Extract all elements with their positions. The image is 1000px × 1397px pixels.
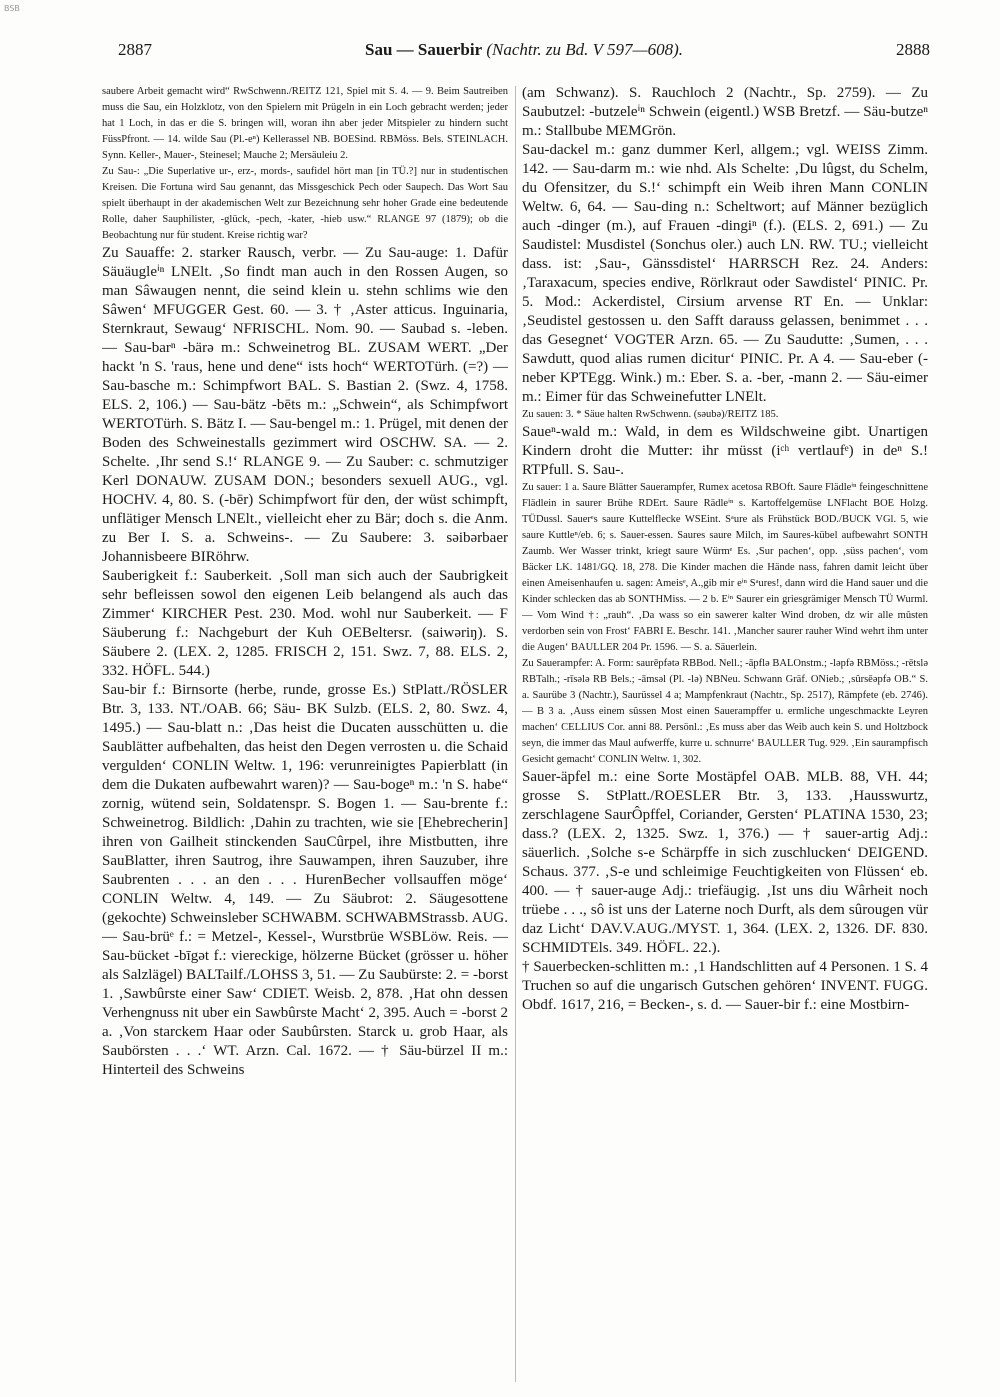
dictionary-paragraph: Zu Sauerampfer: A. Form: saurēpfətə RBBod. Nell.; -āpflə BALOnstm.; -ləpfə RBMöss.; -rētslə RBTalh.; -rīsələ RB Bels.; -āmsəl (Pl. -lə) NBNeu. Schwann Gräf. ONieb.; ‚sûrsēəpfə OB.“ S. a. Saurübe 3 (Nachtr.), Saurüssel 4 a; Mampfenkraut (Nachtr., Sp. 2517), Rämpfete (eb. 2746). — B 3 a. ‚Auss einem sûssen Most einen Sauerampffer u. ermliche ungeschmackte Leyren machen‘ CELLIUS Cor. anni 88. Persönl.: ‚Es muss aber das Weib auch kein S. und Holtzbock seyn, die immer das Maul aufwerffe, kurre u. schnurre‘ BAULLER Tug. 929. ‚Ein saurampfisch Gesicht gemacht‘ CONLIN Weltw. 1, 302. xyxy=(522,658,928,765)
dictionary-paragraph: Zu sauer: 1 a. Saure Blätter Sauerampfer, Rumex acetosa RBOft. Saure Flädleⁱⁿ feingeschnittene Flädlein in saurer Brühe RDErt. Saure Rädleⁱⁿ s. Kartoffelgemüse LNFlacht BOE Holzg. TÜDussl. Sauerᵉs saure Kuttelflecke WSEint. Sᵃure als Frühstück BOD./BUCK VGl. 5, wie saure Kuttleⁿ/eb. 6; s. Sauer-essen. Saures saure Milch, im Saures-kübel aufbewahrt SONTH Zaumb. Wer Wasser trinkt, kriegt saure Würmᵉ Es. ‚Sur pachen‘, opp. ‚süss pachen‘, vom Bäcker LK. 1481/GQ. 18, 278. Die Kinder machen die Hände nass, fahren damit leicht über einen Ameisenhaufen u. sagen: Ameisᵉ, A.,gib mir eⁱⁿ Sᵃures!, dann wird die Hand sauer und die Kinder schlecken das ab SONTHMiss. — 2 b. Eⁱⁿ Saurer ein griesgrämiger Mensch TÜ Wurml. — Vom Wind †: „rauh“. ‚Da wass so ein sawerer kalter Wind droben, dz wir alle mûsten verdorben sein von Frost‘ FABRI E. Beschr. 141. ‚Mancher saurer rauher Wind wehrt ihm unter die Augen‘ BAULLER 204 Pr. 1596. — S. a. Säuerlein. xyxy=(522,482,928,653)
dictionary-paragraph: Sau-dackel m.: ganz dummer Kerl, allgem.; vgl. WEISS Zimm. 142. — Sau-darm m.: wie nhd. Als Schelte: ‚Du lûgst, du Schelm, du Ofensitzer, du S.!‘ schimpft ein Weib ihren Mann CONLIN Weltw. 6, 64. — Sau-ding n.: Scheltwort; auf Männer bezüglich auch -dinger (m.), auf Frauen -dingiⁿ (f.). (ELS. 2, 691.) — Zu Saudistel: Musdistel (Sonchus oler.) auch LN. RW. TU.; vielleicht dass. ist: ‚Sau-, Gänssdistel‘ HARRSCH Rez. 24. Anders: ‚Taraxacum, species endive, Rörlkraut oder Sawdistel‘ PINIC. Pr. 5. Mod.: Ackerdistel, Cirsium arvense RT En. — Unklar: ‚Seudistel gestossen u. den Safft darauss gelassen, benimmet . . . das Gesegnet‘ VOGTER Arzn. 65. — Zu Saudutte: ‚Sumen, . . . Sawdutt, quod alias rumen dicitur‘ PINIC. Pr. A 4. — Sau-eber (-neber KPTEgg. Wink.) m.: Eber. S. a. -ber, -mann 2. — Säu-eimer m.: Eimer für das Schweinefutter LNElt. xyxy=(522,142,928,405)
running-headword: Sau — Sauerbir xyxy=(365,40,483,59)
dictionary-paragraph: Sau-bir f.: Birnsorte (herbe, runde, grosse Es.) StPlatt./RÖSLER Btr. 3, 133. NT./OAB. 66; Säu- BK Sulzb. (ELS. 2, 80. Swz. 4, 1495.) — Sau-blatt n.: ‚Das heist die Ducaten ausschütten u. die Saublätter aufbehalten, das heist den Degen verrosten u. die Schaid vergulden‘ CONLIN Weltw. 1, 196: verunreinigtes Papierblatt (in dem die Dukaten aufbewahrt waren)? — Sau-bogeⁿ m.: 'n S. habe“ zornig, wütend sein, Soldatenspr. S. Bogen 1. — Sau-brente f.: Schweinetrog. Bildlich: ‚Dahin zu trachten, wie sie [Ehebrecherin] ihren von Gailheit stinckenden SauCûrpel, ihre Mistbutten, ihre SauBlatter, ihren Sautrog, ihre Sauwampen, ihren Sauzuber, ihre Saubrenten . . . an den . . . HurenBecher vollsauffen möge‘ CONLIN Weltw. 4, 149. — Zu Säubrot: 2. Säugesottene (gekochte) Schweinsleber SCHWABM. SCHWABMStrassb. AUG. — Sau-brüᵉ f.: = Metzel-, Kessel-, Wurstbrüe WSBLöw. Reis. — Sau-bücket -bīgət f.: viereckige, hölzerne Bücket (grösser u. höher als Salzlägel) BALTailf./LOHSS 3, 51. — Zu Saubürste: 2. = -borst 1. ‚Sawbûrste einer Saw‘ CDIET. Weisb. 2, 878. ‚Hat ohn dessen Verhengnuss nit uber ein Sawbûrste Macht‘ 2, 395. Auch = -borst 2 a. ‚Von starckem Haar oder Saubûrsten. Starck u. grob Haar, als Saubörsten . . .‘ WT. Arzn. Cal. 1672. — † Säu-bürzel II m.: Hinterteil des Schweins xyxy=(102,682,508,1078)
dictionary-paragraph: † Sauerbecken-schlitten m.: ‚1 Handschlitten auf 4 Personen. 1 S. 4 Truchen so auf die ungarisch Gutschen gehören‘ INVENT. FUGG. Obdf. 1617, 216, = Becken-, s. d. — Sauer-bir f.: eine Mostbirn- xyxy=(522,959,928,1013)
dictionary-paragraph: Zu Sau-: „Die Superlative ur-, erz-, mords-, saufidel hört man [in TÜ.?] nur in studentischen Kreisen. Die Fortuna wird Sau genannt, das Missgeschick Pech oder Saupech. Das Wort Sau spielt überhaupt in der akademischen Welt zur Bezeichnung sehr hoher Grade eine bedeutende Rolle, daher Sauphilister, -glück, -pech, -kater, -hieb usw.“ RLANGE 97 (1879); ob die Beobachtung nur für student. Kreise richtig war? xyxy=(102,166,508,241)
running-subtitle: (Nachtr. zu Bd. V 597—608). xyxy=(486,40,683,59)
dictionary-paragraph: Zu Sauaffe: 2. starker Rausch, verbr. — Zu Sau-auge: 1. Dafür Säuäugleⁱⁿ LNElt. ‚So findt man auch in den Rossen Augen, so man Sâwaugen nennt, die seind klein u. stehn schlims wie den Sâwen‘ MFUGGER Gest. 60. — 3. † ‚Aster atticus. Inguinaria, Sternkraut, Sewaug‘ NFRISCHL. Nom. 90. — Saubad s. -leben. — Sau-barⁿ -bärə m.: Schweinetrog BL. ZUSAM WERT. „Der hackt 'n S. 'raus, hene und dene“ ists hoch“ WERTOTürh. (=?) — Sau-basche m.: Schimpfwort BAL. S. Bastian 2. (Swz. 4, 1758. ELS. 2, 106.) — Sau-bätz -bēts m.: „Schwein“, als Schimpfwort WERTOTürh. S. Bätz I. — Sau-bengel m.: 1. Prügel, mit denen der Boden des Schweinestalls gezimmert wird OSCHW. SA. — 2. Schelte. ‚Ihr send S.!‘ RLANGE 9. — Zu Sauber: c. schmutziger Kerl DONAUW. ZUSAM DON.; besonders sexuell AUG., vgl. HOCHV. 4, 80. S. (-bēr) Schimpfwort für den, der wüst schimpft, unflätiger Mensch LNElt., vielleicht eher zu Bär; doch s. die Anm. zu Ber I. S. a. Schweins-. — Zu Saubere: 3. səibərbaer Johannisbeere BIRöhrw. xyxy=(102,245,508,565)
dictionary-paragraph: Sauberigkeit f.: Sauberkeit. ‚Soll man sich auch der Saubrigkeit sehr befleissen sowol den eigenen Leib belangend als auch das Zimmer‘ KIRCHER Pest. 230. Mod. wohl nur Sauberkeit. — F Säuberung f.: Nachgeburt der Kuh OEBeltersr. (saiwəriŋ). S. Säubere 2. (LEX. 2, 1285. FRISCH 2, 151. Swz. 7, 88. ELS. 2, 332. HÖFL. 544.) xyxy=(102,568,508,679)
page-number-left: 2887 xyxy=(118,40,152,59)
left-column xyxy=(102,84,508,1384)
right-column xyxy=(522,84,928,1384)
library-stamp: BSB xyxy=(4,4,20,13)
dictionary-paragraph: (am Schwanz). S. Rauchloch 2 (Nachtr., Sp. 2759). — Zu Saubutzel: -butzeleⁱⁿ Schwein (eigentl.) WSB Bretzf. — Säu-butzeⁿ m.: Stallbube MEMGrön. xyxy=(522,85,928,139)
dictionary-paragraph: Zu sauen: 3. * Säue halten RwSchwenn. (səubə)/REITZ 185. xyxy=(522,409,779,420)
column-divider xyxy=(515,86,516,1382)
dictionary-paragraph: saubere Arbeit gemacht wird“ RwSchwenn./REITZ 121, Spiel mit S. 4. — 9. Beim Sautreiben muss die Sau, ein Holzklotz, von den Spielern mit Prügeln in ein Loch gebracht werden; jeder hat 1 Loch, in das er die S. bringen will, woran ihn aber jeder Mitspieler zu hindern sucht FüssPfront. — 14. wilde Sau (Pl.-eⁿ) Kellerassel NB. BOESind. RBMöss. Bels. STEINLACH. Synn. Keller-, Mauer-, Steinesel; Mauche 2; Mersäuleiu 2. xyxy=(102,86,508,161)
dictionary-paragraph: Saueⁿ-wald m.: Wald, in dem es Wildschweine gibt. Unartigen Kindern droht die Mutter: ihr müsst (iᶜʰ vertlaufᵉ) in deⁿ S.! RTPfull. S. Sau-. xyxy=(522,424,928,478)
dictionary-paragraph: Sauer-äpfel m.: eine Sorte Mostäpfel OAB. MLB. 88, VH. 44; grosse S. StPlatt./ROESLER Btr. 3, 133. ‚Hausswurtz, zerschlagene SaurÔpffel, Coriander, Gersten‘ PLATINA 1530, 23; dass.? (LEX. 2, 1325. Swz. 1, 376.) — † sauer-artig Adj.: säuerlich. ‚Solche s-e Schärpffe in sich zuschlucken‘ DEIGEND. Schaus. 377. ‚S-e und schleimige Feuchtigkeiten von Flüssen‘ eb. 400. — † sauer-auge Adj.: triefäugig. ‚Ist uns diu Wârheit noch trüebe . . ., sô ist uns der Laterne noch Durft, als dem sûrougen vür daz Licht‘ DAV.V.AUG./MYST. 1, 364. (LEX. 2, 1326. DF. 830. SCHMIDTEls. 349. HÖFL. 22.). xyxy=(522,769,928,956)
running-title xyxy=(118,40,930,60)
page-header xyxy=(118,40,930,66)
page-number-right: 2888 xyxy=(896,40,930,59)
